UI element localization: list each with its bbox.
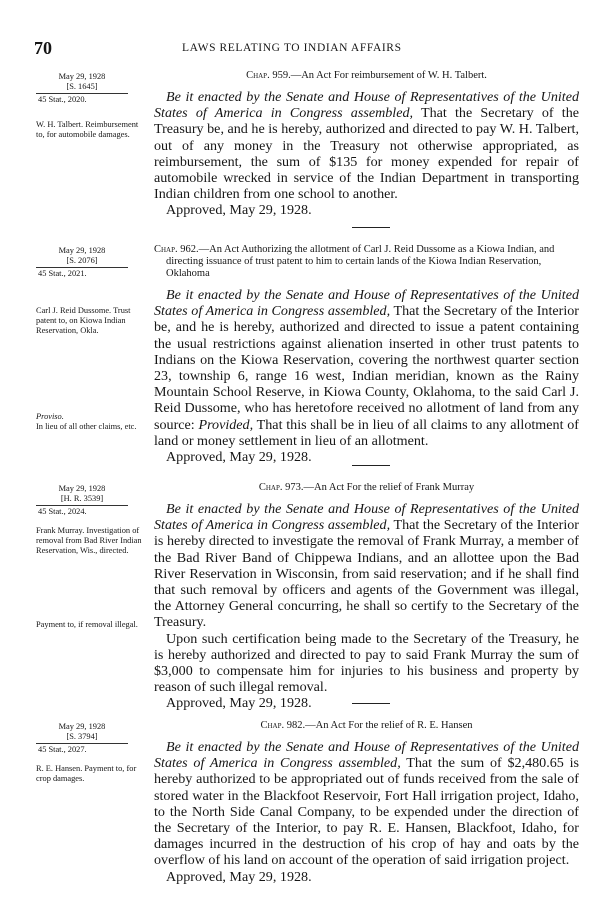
margin-proviso-note: In lieu of all other claims, etc. [36, 422, 137, 431]
approval-line: Approved, May 29, 1928. [166, 449, 312, 466]
margin-bill: [S. 2076] [36, 256, 128, 268]
margin-date: May 29, 1928 [58, 722, 106, 731]
margin-date: May 29, 1928 [58, 484, 106, 493]
act-text-2: Upon such certification being made to the Secretary of the Treasury, he is hereby authorized and directed to pay to said Frank Murray the sum of $3,000 to compensate him for injuries to his business and property by reason of such illegal removal. [154, 630, 579, 696]
margin-bill: [S. 3794] [36, 732, 128, 744]
act-text [154, 739, 579, 869]
act-text [154, 89, 579, 202]
margin-statute: 45 Stat., 2020. [38, 95, 87, 104]
margin-note: R. E. Hansen. Payment to, for crop damages. [36, 764, 137, 783]
margin-note: Frank Murray. Investigation of removal from Bad River Indian Reservation, Wis., directed. [36, 526, 142, 555]
act-title: —An Act For the relief of R. E. Hansen [305, 720, 473, 731]
margin-notes [36, 72, 148, 139]
act-text-body: That the Secretary of the Treasury be, and he is hereby, authorized and directed to pay W. H. Talbert, out of any money in the Treasury not otherwise appropriated, as reimbursement, the sum of $135 for money expended for repair of automobile wrecked in service of the Indian Department in transporting Indian children from one school to another. [154, 105, 579, 203]
act-heading [154, 244, 579, 280]
act-heading [154, 720, 579, 732]
margin-bill: [S. 1645] [36, 82, 128, 94]
margin-proviso-label: Proviso. [36, 412, 64, 421]
approval-line: Approved, May 29, 1928. [166, 202, 312, 219]
act-text-body: That the sum of $2,480.65 is hereby authorized to be appropriated out of funds received from the sale of stored water in the Blackfoot Reservoir, Fort Hall irrigation project, Idaho, to the North Side Canal Company, to be expended under the direction of the Secretary of the Interior, to pay R. E. Hansen, Blackfoot, Idaho, for damages incurred in the destruction of his crop of hay and oats by the overflow of his land on account of the operation of said irrigation project. [154, 755, 579, 869]
margin-date: May 29, 1928 [58, 246, 106, 255]
act-title: —An Act For reimbursement of W. H. Talbert. [290, 70, 487, 81]
act-body [154, 482, 579, 712]
margin-notes [36, 246, 148, 431]
margin-note: W. H. Talbert. Reimbursement to, for automobile damages. [36, 120, 139, 139]
margin-statute: 45 Stat., 2027. [38, 745, 87, 754]
enacting-clause: Be it enacted by the Senate and House of Representatives of the United States of America in Congress assembled, [154, 501, 579, 534]
act-title: —An Act Authorizing the allotment of Carl J. Reid Dussome as a Kiowa Indian, and directing issuance of trust patent to him to certain lands of the Kiowa Indian Reservation, Oklahoma [166, 244, 555, 279]
enacting-clause: Be it enacted by the Senate and House of Representatives of the United States of America in Congress assembled, [154, 287, 579, 320]
margin-date: May 29, 1928 [58, 72, 106, 81]
running-head: LAWS RELATING TO INDIAN AFFAIRS [182, 42, 402, 54]
act-heading [154, 482, 579, 494]
act-text [154, 501, 579, 631]
act-text-body: That the Secretary of the Interior is hereby directed to investigate the removal of Frank Murray, a member of the Bad River Band of Chippewa Indians, and an allottee upon the Bad River Reservation in Wisconsin, from said reservation; and if he shall find that such removal by officers and agents of the Government was illegal, the Attorney General concurring, he shall so certify to the Secretary of the Treasury. [154, 517, 579, 631]
act-text [154, 287, 579, 449]
approval-line: Approved, May 29, 1928. [166, 868, 312, 885]
approval-line: Approved, May 29, 1928. [166, 695, 312, 712]
margin-statute: 45 Stat., 2021. [38, 269, 87, 278]
section-divider [352, 227, 390, 228]
act-title: —An Act For the relief of Frank Murray [303, 482, 475, 493]
proviso-word: Provided, [198, 416, 254, 433]
margin-bill: [H. R. 3539] [36, 494, 128, 506]
margin-notes [36, 484, 148, 629]
act-text-proviso: That this shall be in lieu of all claims to any allotment of land or money settlement in lieu of an allotment. [154, 416, 579, 449]
margin-statute: 45 Stat., 2024. [38, 507, 87, 516]
enacting-clause: Be it enacted by the Senate and House of Representatives of the United States of America in Congress assembled, [154, 89, 579, 122]
chapter-number: Chap. 962. [154, 244, 199, 255]
chapter-number: Chap. 959. [246, 70, 291, 81]
act-body [154, 70, 579, 219]
page-number: 70 [34, 38, 52, 58]
margin-note-payment: Payment to, if removal illegal. [36, 620, 138, 629]
section-divider [352, 465, 390, 466]
act-body [154, 720, 579, 885]
chapter-number: Chap. 973. [258, 482, 304, 493]
act-text-body: That the Secretary of the Interior be, and he is hereby, authorized and directed to issue a patent containing the usual restrictions against alienation inserted in other trust patents to Indians on the Kiowa Reservation, covering the northwest quarter section 23, township 6, range 16 west, Indian meridian, known as the Rainy Mountain School Reserve, in Kiowa County, Oklahoma, to the said Carl J. Reid Dussome, who has heretofore received no allotment of land from any source: [154, 303, 579, 433]
margin-notes [36, 722, 148, 783]
margin-note: Carl J. Reid Dussome. Trust patent to, on Kiowa Indian Reservation, Okla. [36, 306, 131, 335]
chapter-number: Chap. 982. [260, 720, 306, 731]
enacting-clause: Be it enacted by the Senate and House of Representatives of the United States of America in Congress assembled, [154, 739, 579, 772]
act-body [154, 244, 579, 465]
act-heading [154, 70, 579, 82]
section-divider [352, 703, 390, 704]
